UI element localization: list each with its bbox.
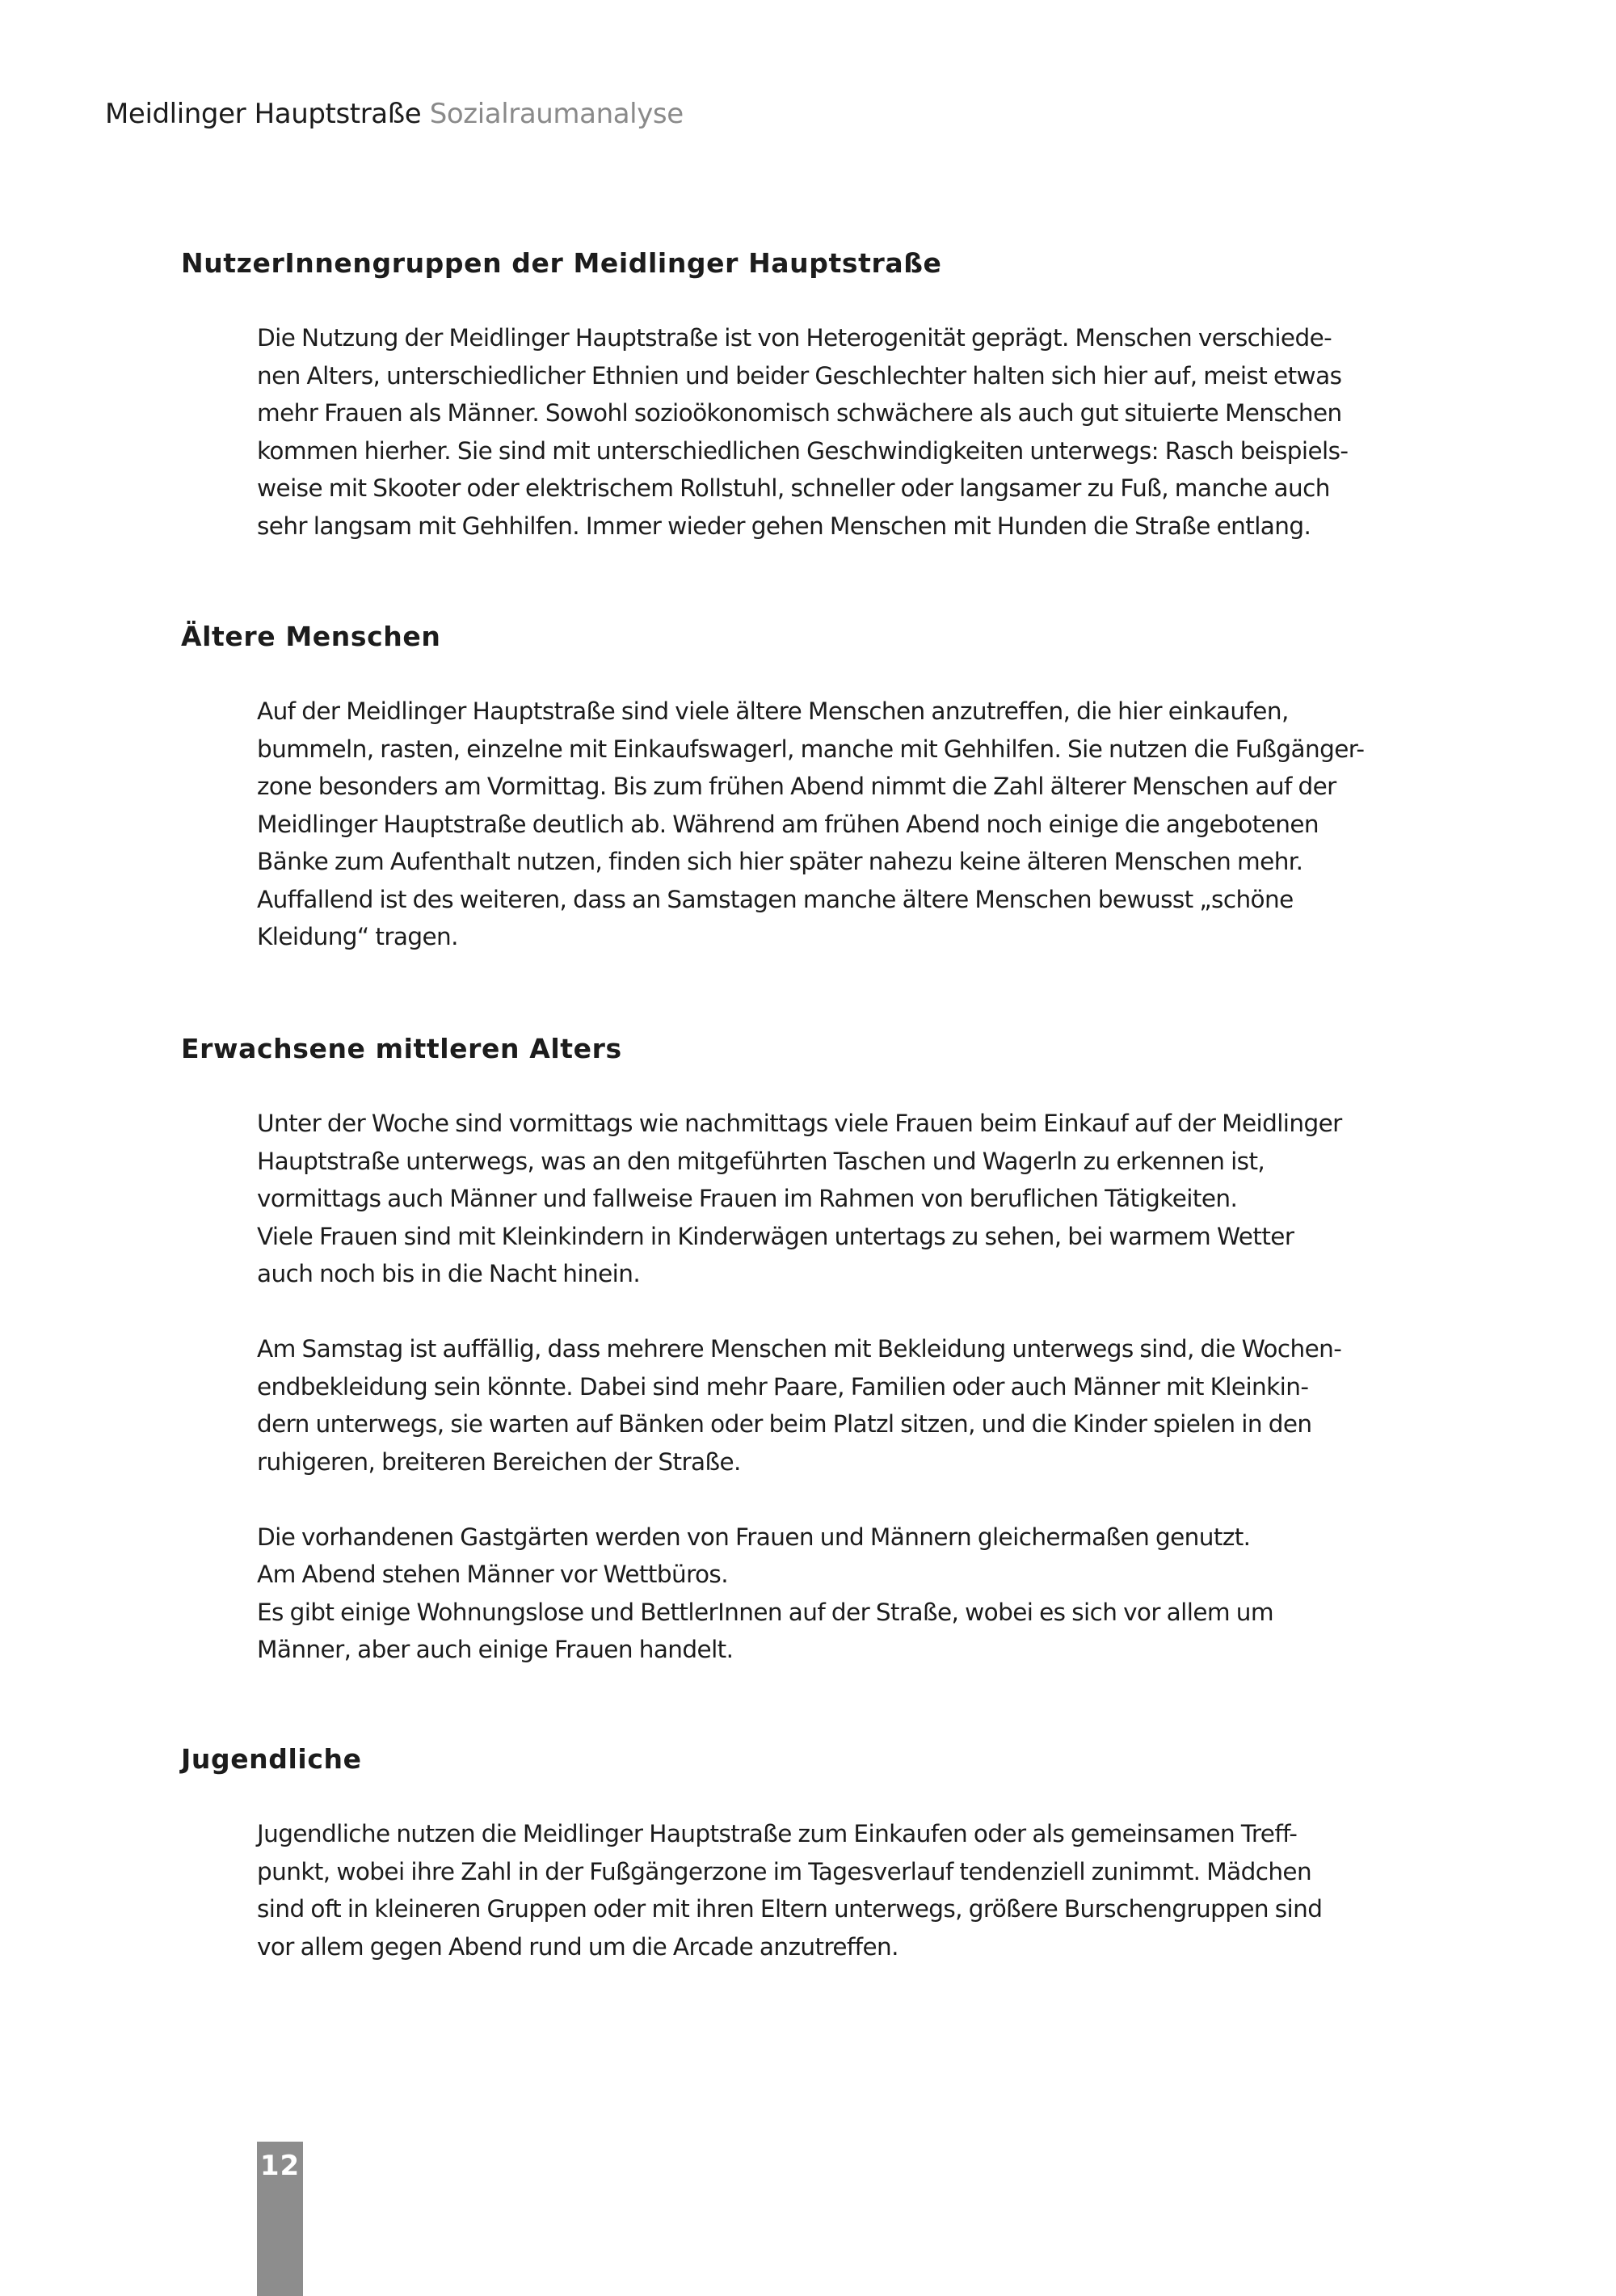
paragraph-line: Die Nutzung der Meidlinger Hauptstraße ist von Heterogenität geprägt. Menschen verschiede- xyxy=(257,324,1332,352)
paragraph-line: Bänke zum Aufenthalt nutzen, finden sich hier später nahezu keine älteren Menschen mehr. xyxy=(257,848,1303,875)
paragraph-line: nen Alters, unterschiedlicher Ethnien und beider Geschlechter halten sich hier auf, meist etwas xyxy=(257,361,1342,390)
paragraph-line: sind oft in kleineren Gruppen oder mit ihren Eltern unterwegs, größere Burschengruppen sind xyxy=(257,1895,1323,1923)
paragraph-line: kommen hierher. Sie sind mit unterschiedlichen Geschwindigkeiten unterwegs: Rasch beispiels- xyxy=(257,436,1349,465)
section-body-jugendliche xyxy=(257,1815,1372,1965)
paragraph-line: auch noch bis in die Nacht hinein. xyxy=(257,1260,641,1287)
running-header xyxy=(105,94,684,134)
paragraph-line: Kleidung“ tragen. xyxy=(257,923,458,950)
paragraph-line: Meidlinger Hauptstraße deutlich ab. Während am frühen Abend noch einige die angebotenen xyxy=(257,810,1319,838)
paragraph-line: mehr Frauen als Männer. Sowohl sozioökonomisch schwächere als auch gut situierte Menschen xyxy=(257,399,1342,427)
paragraph-line: Jugendliche nutzen die Meidlinger Hauptstraße zum Einkaufen oder als gemeinsamen Treff- xyxy=(257,1820,1298,1847)
paragraph-line: Am Abend stehen Männer vor Wettbüros. xyxy=(257,1561,728,1588)
document-title: Meidlinger Hauptstraße xyxy=(105,98,422,130)
paragraph-line: Am Samstag ist auffällig, dass mehrere Menschen mit Bekleidung unterwegs sind, die Wochen- xyxy=(257,1335,1342,1363)
paragraph-line: Auffallend ist des weiteren, dass an Samstagen manche ältere Menschen bewusst „schöne xyxy=(257,885,1294,913)
paragraph-gap xyxy=(257,1481,1372,1519)
paragraph-line: sehr langsam mit Gehhilfen. Immer wieder gehen Menschen mit Hunden die Straße entlang. xyxy=(257,512,1311,540)
section-heading-erwachsene: Erwachsene mittleren Alters xyxy=(181,1033,622,1064)
paragraph-line: Unter der Woche sind vormittags wie nachmittags viele Frauen beim Einkauf auf der Meidlinger xyxy=(257,1110,1342,1137)
paragraph-line: Es gibt einige Wohnungslose und BettlerInnen auf der Straße, wobei es sich vor allem um xyxy=(257,1598,1274,1626)
page-number-tab xyxy=(257,2142,303,2296)
paragraph-line: ruhigeren, breiteren Bereichen der Straße. xyxy=(257,1447,741,1476)
page-number: 12 xyxy=(259,2150,301,2182)
section-heading-jugendliche: Jugendliche xyxy=(181,1743,362,1775)
section-body-erwachsene xyxy=(257,1105,1372,1669)
section-body-nutzergruppen xyxy=(257,319,1372,545)
paragraph-line: vormittags auch Männer und fallweise Frauen im Rahmen von beruflichen Tätigkeiten. xyxy=(257,1185,1238,1212)
paragraph-line: endbekleidung sein könnte. Dabei sind mehr Paare, Familien oder auch Männer mit Kleinkin- xyxy=(257,1372,1309,1401)
paragraph-gap xyxy=(257,1293,1372,1331)
section-heading-nutzergruppen: NutzerInnengruppen der Meidlinger Hauptstraße xyxy=(181,247,942,279)
paragraph-line: vor allem gegen Abend rund um die Arcade anzutreffen. xyxy=(257,1932,898,1961)
paragraph-line: bummeln, rasten, einzelne mit Einkaufswagerl, manche mit Gehhilfen. Sie nutzen die Fußgänger- xyxy=(257,735,1365,763)
paragraph-line: dern unterwegs, sie warten auf Bänken oder beim Platzl sitzen, und die Kinder spielen in den xyxy=(257,1410,1312,1438)
paragraph-line: Hauptstraße unterwegs, was an den mitgeführten Taschen und Wagerln zu erkennen ist, xyxy=(257,1147,1265,1175)
document-subtitle: Sozialraumanalyse xyxy=(429,98,684,130)
paragraph-line: Viele Frauen sind mit Kleinkindern in Kinderwägen untertags zu sehen, bei warmem Wetter xyxy=(257,1222,1294,1250)
section-heading-aeltere-menschen: Ältere Menschen xyxy=(181,621,441,652)
paragraph-line: Männer, aber auch einige Frauen handelt. xyxy=(257,1636,734,1663)
section-body-aeltere-menschen xyxy=(257,693,1372,956)
paragraph-line: punkt, wobei ihre Zahl in der Fußgängerzone im Tagesverlauf tendenziell zunimmt. Mädchen xyxy=(257,1857,1312,1885)
paragraph-line: zone besonders am Vormittag. Bis zum frühen Abend nimmt die Zahl älterer Menschen auf der xyxy=(257,773,1336,800)
paragraph-line: Auf der Meidlinger Hauptstraße sind viele ältere Menschen anzutreffen, die hier einkaufen, xyxy=(257,697,1289,725)
paragraph-line: Die vorhandenen Gastgärten werden von Frauen und Männern gleichermaßen genutzt. xyxy=(257,1523,1251,1551)
paragraph-line: weise mit Skooter oder elektrischem Rollstuhl, schneller oder langsamer zu Fuß, manche auch xyxy=(257,474,1330,502)
